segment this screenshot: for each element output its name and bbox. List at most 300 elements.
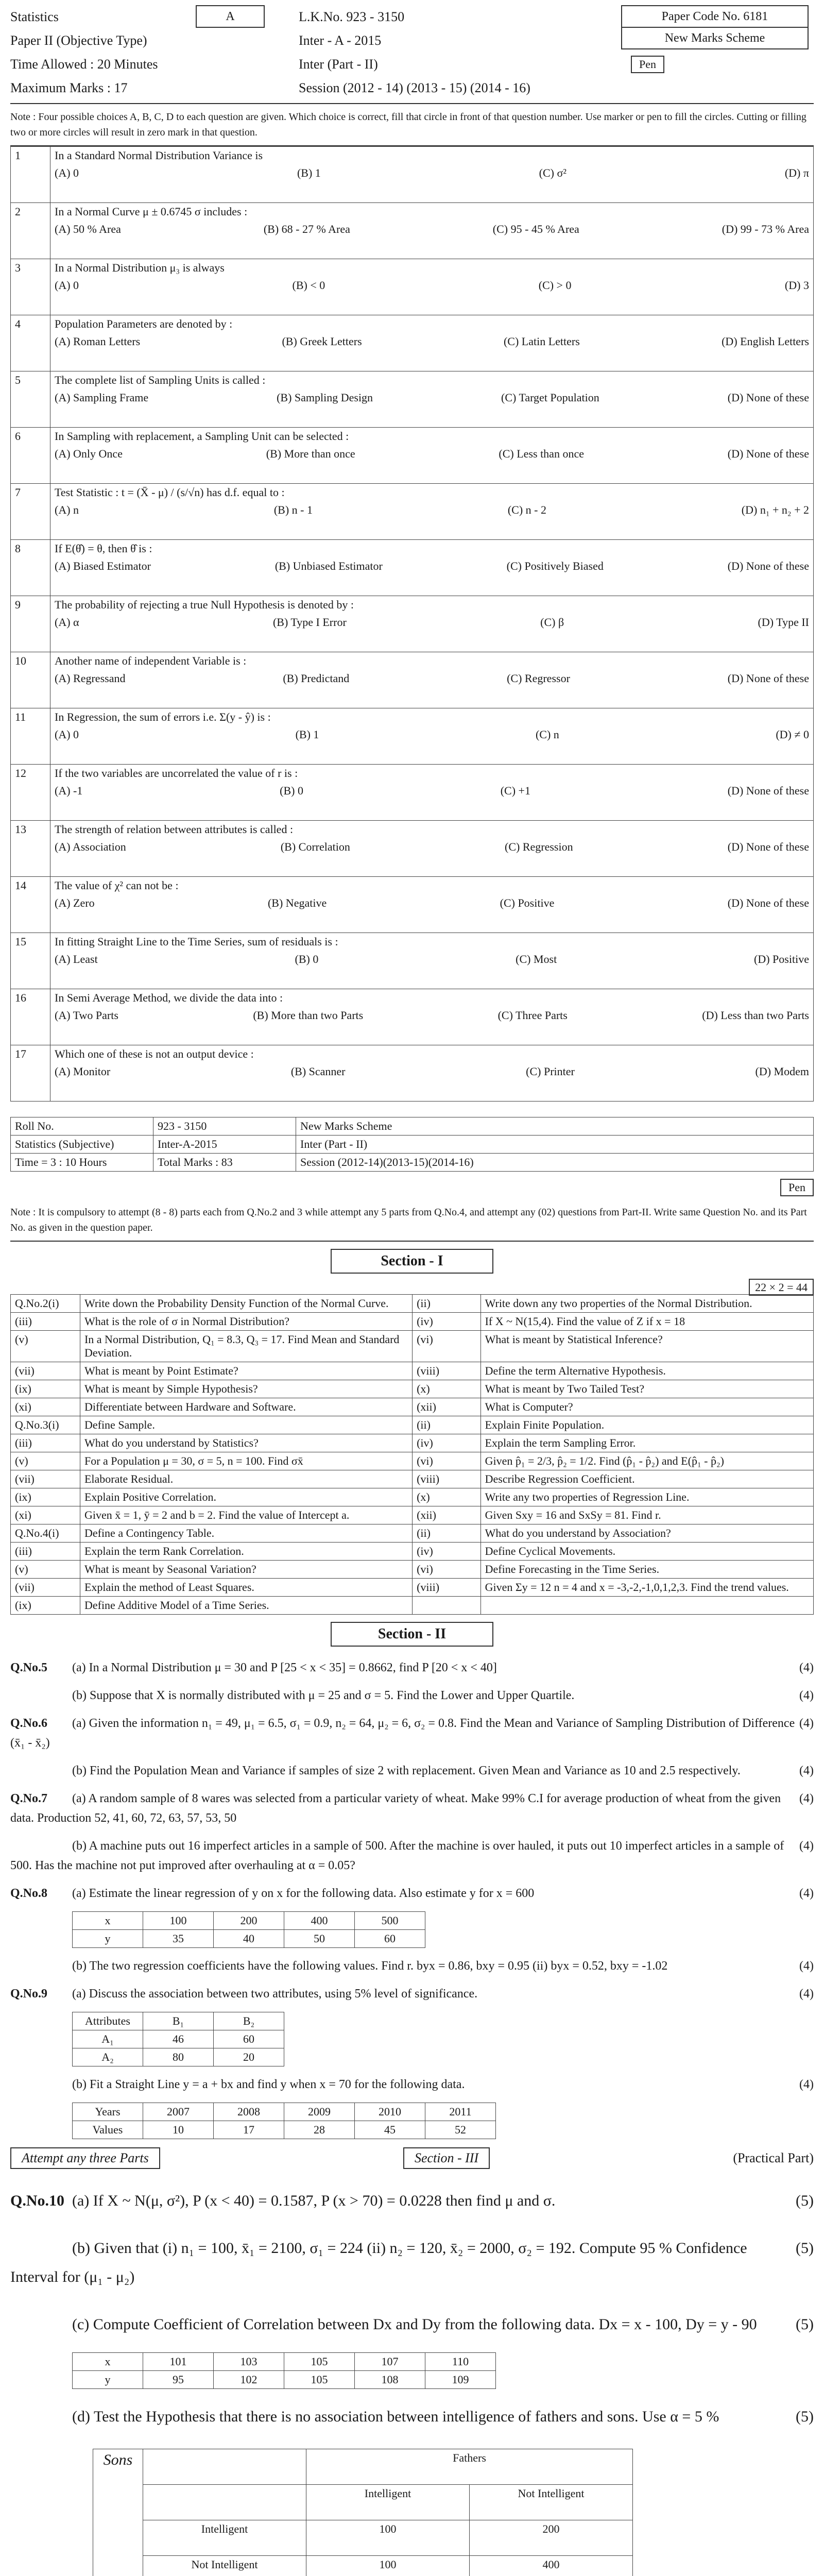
q8-table-cell: 35 bbox=[143, 1930, 214, 1948]
mcq-number: 1 bbox=[11, 147, 50, 203]
mcq-question-text: In Semi Average Method, we divide the data into : bbox=[55, 991, 283, 1004]
mcq-option[interactable]: (D) 99 - 73 % Area bbox=[722, 223, 809, 235]
q10c-table-cell: 105 bbox=[284, 2353, 355, 2371]
long-question bbox=[10, 1832, 814, 1879]
mcq-question-text: Test Statistic : t = (X̄ - μ) / (s/√n) has d.f. equal to : bbox=[55, 486, 285, 499]
long-question bbox=[10, 1980, 814, 2008]
mcq-option[interactable]: (C) σ² bbox=[539, 166, 566, 179]
mcq-option[interactable]: (D) None of these bbox=[727, 672, 809, 685]
mcq-row bbox=[11, 203, 814, 259]
mcq-option[interactable]: (B) < 0 bbox=[292, 279, 325, 292]
q9b-table-cell: Values bbox=[73, 2121, 143, 2139]
q10d-row bbox=[93, 2520, 633, 2556]
mcq-options bbox=[55, 896, 809, 910]
mcq-option[interactable]: (C) β bbox=[540, 616, 564, 629]
mcq-question bbox=[50, 203, 814, 259]
mcq-question bbox=[50, 259, 814, 315]
q10d-cell: 200 bbox=[470, 2520, 633, 2556]
subject: Statistics bbox=[10, 9, 59, 24]
mcq-option[interactable]: (D) English Letters bbox=[722, 335, 809, 348]
subjective-inter: Inter-A-2015 bbox=[153, 1136, 296, 1154]
short-question-row bbox=[11, 1452, 814, 1470]
mcq-option[interactable]: (C) n - 2 bbox=[507, 503, 546, 516]
mcq-question-text: In Sampling with replacement, a Sampling Unit can be selected : bbox=[55, 430, 349, 443]
mcq-options bbox=[55, 560, 809, 573]
mcq-option[interactable]: (A) -1 bbox=[55, 784, 83, 797]
mcq-number: 17 bbox=[11, 1045, 50, 1101]
section-2-title: Section - II bbox=[331, 1622, 493, 1647]
mcq-option[interactable]: (C) Positive bbox=[500, 896, 555, 909]
short-question-row bbox=[11, 1506, 814, 1524]
q8-table-cell: x bbox=[73, 1912, 143, 1930]
question-text: What is meant by Simple Hypothesis? bbox=[80, 1380, 412, 1398]
mcq-option[interactable]: (A) 0 bbox=[55, 166, 79, 179]
q9-table-cell: 60 bbox=[214, 2030, 284, 2048]
practical-question bbox=[10, 2301, 814, 2348]
question-number: (ix) bbox=[11, 1488, 80, 1506]
question-marks: (4) bbox=[799, 1959, 814, 1973]
question-number: (iv) bbox=[413, 1543, 481, 1561]
question-marks: (5) bbox=[796, 2240, 814, 2257]
mcq-question-text: If E(θ̂) = θ, then θ̂ is : bbox=[55, 542, 152, 555]
q9-table-cell: 46 bbox=[143, 2030, 214, 2048]
mcq-options bbox=[55, 784, 809, 798]
mcq-option[interactable]: (D) 3 bbox=[784, 279, 809, 292]
question-text bbox=[480, 1597, 813, 1615]
mcq-option[interactable]: (A) 0 bbox=[55, 279, 79, 292]
question-text: (a) Discuss the association between two attributes, using 5% level of significance. bbox=[72, 1987, 478, 2001]
question-number: (vi) bbox=[413, 1452, 481, 1470]
short-question-row bbox=[11, 1597, 814, 1615]
mcq-option[interactable]: (B) 1 bbox=[295, 728, 319, 741]
page bbox=[10, 0, 814, 2576]
question-number: (x) bbox=[413, 1380, 481, 1398]
q8-table bbox=[72, 1911, 425, 1948]
subjective-session: Session (2012-14)(2013-15)(2014-16) bbox=[296, 1154, 814, 1172]
mcq-option[interactable]: (B) Scanner bbox=[290, 1065, 346, 1078]
mcq-number: 7 bbox=[11, 484, 50, 540]
subjective-code: 923 - 3150 bbox=[153, 1117, 296, 1136]
q8-table-cell: y bbox=[73, 1930, 143, 1948]
mcq-option[interactable]: (C) Three Parts bbox=[497, 1009, 568, 1022]
mcq-option[interactable]: (D) Modem bbox=[755, 1065, 809, 1078]
mcq-row bbox=[11, 765, 814, 821]
q10c-table-cell: y bbox=[73, 2371, 143, 2389]
question-text: Define Forecasting in the Time Series. bbox=[480, 1561, 813, 1579]
q10c-table bbox=[72, 2352, 496, 2389]
mcq-number: 6 bbox=[11, 428, 50, 484]
mcq-option[interactable]: (B) n - 1 bbox=[273, 503, 313, 516]
header-mid bbox=[299, 5, 530, 100]
mcq-option[interactable]: (D) None of these bbox=[727, 447, 809, 460]
header-left bbox=[10, 5, 158, 100]
mcq-option[interactable]: (A) 0 bbox=[55, 728, 79, 741]
objective-header bbox=[10, 0, 814, 104]
subjective-time: Time = 3 : 10 Hours bbox=[11, 1154, 153, 1172]
mcq-option[interactable]: (D) Positive bbox=[754, 953, 809, 965]
question-text: Explain the term Sampling Error. bbox=[480, 1434, 813, 1452]
practical-label: (Practical Part) bbox=[733, 2150, 814, 2165]
mcq-number: 3 bbox=[11, 259, 50, 315]
q10c-table-cell: 101 bbox=[143, 2353, 214, 2371]
q9b-table-cell: Years bbox=[73, 2103, 143, 2121]
q9b-table-row bbox=[73, 2103, 496, 2121]
question-number: (iii) bbox=[11, 1313, 80, 1331]
mcq-number: 8 bbox=[11, 540, 50, 596]
mcq-question bbox=[50, 428, 814, 484]
mcq-row bbox=[11, 315, 814, 371]
question-text: Define Sample. bbox=[80, 1416, 412, 1434]
short-question-row bbox=[11, 1295, 814, 1313]
mcq-option[interactable]: (B) 0 bbox=[295, 953, 319, 965]
mcq-question bbox=[50, 652, 814, 708]
mcq-option[interactable]: (D) n₁ + n₂ + 2 bbox=[741, 503, 809, 516]
question-number: (iv) bbox=[413, 1434, 481, 1452]
q9-table-cell: B₂ bbox=[214, 2012, 284, 2030]
mcq-number: 14 bbox=[11, 877, 50, 933]
question-number: (viii) bbox=[413, 1579, 481, 1597]
q9-table-cell: 20 bbox=[214, 2048, 284, 2066]
question-text: What do you understand by Association? bbox=[480, 1524, 813, 1543]
mcq-option[interactable]: (A) Monitor bbox=[55, 1065, 111, 1078]
mcq-question bbox=[50, 933, 814, 989]
mcq-option[interactable]: (D) Less than two Parts bbox=[702, 1009, 809, 1022]
question-number: (vii) bbox=[11, 1362, 80, 1380]
mcq-option[interactable]: (A) Regressand bbox=[55, 672, 126, 685]
mcq-option[interactable]: (D) None of these bbox=[727, 560, 809, 572]
mcq-option[interactable]: (B) 0 bbox=[280, 784, 303, 797]
short-question-row bbox=[11, 1524, 814, 1543]
question-text: Differentiate between Hardware and Software. bbox=[80, 1398, 412, 1416]
subjective-part: Inter (Part - II) bbox=[296, 1136, 814, 1154]
long-questions bbox=[10, 1654, 814, 2139]
question-text: Write any two properties of Regression Line. bbox=[480, 1488, 813, 1506]
q10d-cell: Not Intelligent bbox=[143, 2556, 306, 2576]
question-number: (xii) bbox=[413, 1506, 481, 1524]
mcq-row bbox=[11, 652, 814, 708]
question-number: Q.No.10 bbox=[10, 2192, 64, 2209]
q10d-cell: 100 bbox=[306, 2520, 470, 2556]
q10c-table-cell: 105 bbox=[284, 2371, 355, 2389]
max-marks: Maximum Marks : 17 bbox=[10, 80, 128, 95]
q9b-table-cell: 17 bbox=[214, 2121, 284, 2139]
mcq-question-text: The probability of rejecting a true Null Hypothesis is denoted by : bbox=[55, 598, 354, 611]
short-question-row bbox=[11, 1380, 814, 1398]
q10d-cell: Intelligent bbox=[306, 2485, 470, 2520]
practical-question bbox=[10, 2393, 814, 2441]
mcq-options bbox=[55, 728, 809, 741]
question-number: (ii) bbox=[413, 1295, 481, 1313]
mcq-option[interactable]: (A) Zero bbox=[55, 896, 95, 909]
mcq-option[interactable]: (A) Least bbox=[55, 953, 98, 965]
question-number: (ii) bbox=[413, 1524, 481, 1543]
mcq-option[interactable]: (B) More than two Parts bbox=[253, 1009, 364, 1022]
mcq-option[interactable]: (B) 1 bbox=[297, 166, 321, 179]
mcq-option[interactable]: (C) n bbox=[535, 728, 559, 741]
long-question bbox=[10, 2071, 814, 2098]
question-text: (b) Fit a Straight Line y = a + bx and find y when x = 70 for the following data. bbox=[72, 2078, 465, 2091]
mcq-row bbox=[11, 821, 814, 877]
q10d-cell bbox=[143, 2485, 306, 2520]
q9b-table-cell: 2011 bbox=[425, 2103, 496, 2121]
question-text: (b) A machine puts out 16 imperfect articles in a sample of 500. After the machine is over hauled, it puts out 10 imperfect articles in a sample of 500. Has the machine not put improved after overhauling at α = 0.05? bbox=[10, 1839, 784, 1872]
question-marks: (4) bbox=[799, 1792, 814, 1805]
question-number: (vii) bbox=[11, 1470, 80, 1488]
mcq-option[interactable]: (C) Latin Letters bbox=[503, 335, 580, 348]
question-number: (vi) bbox=[413, 1331, 481, 1362]
q9-table-cell: A₂ bbox=[73, 2048, 143, 2066]
q9b-table-cell: 2009 bbox=[284, 2103, 355, 2121]
mcq-question bbox=[50, 596, 814, 652]
mcq-question-text: The complete list of Sampling Units is called : bbox=[55, 374, 266, 386]
mcq-number: 16 bbox=[11, 989, 50, 1045]
q9-table-cell: A₁ bbox=[73, 2030, 143, 2048]
question-number: Q.No.5 bbox=[10, 1661, 47, 1674]
q10d-cell: Fathers bbox=[306, 2449, 633, 2485]
mcq-option[interactable]: (C) Positively Biased bbox=[506, 560, 604, 572]
mcq-option[interactable]: (C) Most bbox=[516, 953, 557, 965]
q9-table-cell: Attributes bbox=[73, 2012, 143, 2030]
mcq-row bbox=[11, 147, 814, 203]
question-number: (ix) bbox=[11, 1597, 80, 1615]
paper-type: Paper II (Objective Type) bbox=[10, 33, 147, 48]
mcq-options bbox=[55, 223, 809, 236]
subjective-title: Statistics (Subjective) bbox=[11, 1136, 153, 1154]
mcq-question-text: Another name of independent Variable is : bbox=[55, 654, 247, 667]
q8-table-cell: 400 bbox=[284, 1912, 355, 1930]
q10c-table-cell: x bbox=[73, 2353, 143, 2371]
mcq-option[interactable]: (B) Negative bbox=[267, 896, 327, 909]
question-text: Describe Regression Coefficient. bbox=[480, 1470, 813, 1488]
mcq-option[interactable]: (A) Only Once bbox=[55, 447, 123, 460]
mcq-options bbox=[55, 335, 809, 348]
q10d-cell: 100 bbox=[306, 2556, 470, 2576]
mcq-option[interactable]: (A) Roman Letters bbox=[55, 335, 141, 348]
time-allowed: Time Allowed : 20 Minutes bbox=[10, 57, 158, 72]
mcq-options bbox=[55, 672, 809, 685]
question-text: Explain the method of Least Squares. bbox=[80, 1579, 412, 1597]
practical-question bbox=[10, 2225, 814, 2301]
section-3-title: Section - III bbox=[403, 2147, 490, 2169]
mcq-question-text: The value of χ² can not be : bbox=[55, 879, 179, 892]
mcq-row bbox=[11, 371, 814, 428]
mcq-option[interactable]: (D) ≠ 0 bbox=[776, 728, 809, 741]
mcq-question bbox=[50, 821, 814, 877]
question-text: If X ~ N(15,4). Find the value of Z if x = 18 bbox=[480, 1313, 813, 1331]
short-question-row bbox=[11, 1313, 814, 1331]
mcq-options bbox=[55, 447, 809, 461]
question-marks: (5) bbox=[796, 2408, 814, 2425]
question-text: Given Σy = 12 n = 4 and x = -3,-2,-1,0,1,2,3. Find the trend values. bbox=[480, 1579, 813, 1597]
q8-table-cell: 500 bbox=[355, 1912, 425, 1930]
question-text: What is meant by Point Estimate? bbox=[80, 1362, 412, 1380]
mcq-option[interactable]: (D) Type II bbox=[758, 616, 809, 629]
mcq-question-text: Population Parameters are denoted by : bbox=[55, 317, 233, 330]
mcq-question bbox=[50, 708, 814, 765]
mcq-option[interactable]: (C) Printer bbox=[526, 1065, 575, 1078]
mcq-question bbox=[50, 315, 814, 371]
mcq-option[interactable]: (C) Regressor bbox=[507, 672, 570, 685]
short-question-row bbox=[11, 1543, 814, 1561]
mcq-option[interactable]: (A) 50 % Area bbox=[55, 223, 121, 235]
objective-note: Note : Four possible choices A, B, C, D to each question are given. Which choice is correct, fill that circle in front of that question number. Use marker or pen to fill the circles. Cutting or filling two or more circles will result in zero mark in that question. bbox=[10, 104, 814, 146]
mcq-option[interactable]: (C) Less than once bbox=[499, 447, 584, 460]
mcq-question-text: If the two variables are uncorrelated the value of r is : bbox=[55, 767, 298, 779]
mcq-question-text: In a Normal Curve μ ± 0.6745 σ includes : bbox=[55, 205, 248, 218]
mcq-option[interactable]: (A) Two Parts bbox=[55, 1009, 118, 1022]
question-number: Q.No.9 bbox=[10, 1987, 47, 2001]
mcq-question bbox=[50, 1045, 814, 1101]
mcq-option[interactable]: (C) Target Population bbox=[501, 391, 599, 404]
question-number: (xi) bbox=[11, 1506, 80, 1524]
mcq-option[interactable]: (B) Correlation bbox=[280, 840, 350, 853]
q9-table-row bbox=[73, 2030, 284, 2048]
q9b-table-cell: 2010 bbox=[355, 2103, 425, 2121]
q10d-cell: Not Intelligent bbox=[470, 2485, 633, 2520]
mcq-option[interactable]: (D) None of these bbox=[727, 784, 809, 797]
question-number: (v) bbox=[11, 1452, 80, 1470]
question-number: Q.No.2(i) bbox=[11, 1295, 80, 1313]
question-marks: (4) bbox=[799, 1661, 814, 1674]
mcq-option[interactable]: (C) > 0 bbox=[538, 279, 572, 292]
q9b-table-cell: 10 bbox=[143, 2121, 214, 2139]
paper-code-box: A bbox=[196, 5, 265, 28]
question-number: (vii) bbox=[11, 1579, 80, 1597]
question-number: (iii) bbox=[11, 1434, 80, 1452]
q8-table-row bbox=[73, 1930, 425, 1948]
question-number: Q.No.8 bbox=[10, 1887, 47, 1900]
question-number: (x) bbox=[413, 1488, 481, 1506]
long-question bbox=[10, 1757, 814, 1785]
section-1-title: Section - I bbox=[331, 1249, 493, 1274]
mcq-option[interactable]: (A) n bbox=[55, 503, 79, 516]
short-question-row bbox=[11, 1331, 814, 1362]
short-question-row bbox=[11, 1398, 814, 1416]
mcq-option[interactable]: (A) α bbox=[55, 616, 79, 629]
short-question-row bbox=[11, 1362, 814, 1380]
mcq-option[interactable]: (D) None of these bbox=[727, 896, 809, 909]
question-number: Q.No.4(i) bbox=[11, 1524, 80, 1543]
long-question bbox=[10, 1879, 814, 1907]
inter-part: Inter (Part - II) bbox=[299, 57, 378, 72]
mcq-option[interactable]: (B) Sampling Design bbox=[277, 391, 373, 404]
question-number bbox=[413, 1597, 481, 1615]
question-text: Define the term Alternative Hypothesis. bbox=[480, 1362, 813, 1380]
question-marks: (4) bbox=[799, 2078, 814, 2091]
mcq-option[interactable]: (B) More than once bbox=[266, 447, 355, 460]
question-text: (b) Find the Population Mean and Variance if samples of size 2 with replacement. Given Mean and Variance as 10 and 2.5 respectively. bbox=[72, 1764, 741, 1777]
mcq-question bbox=[50, 877, 814, 933]
question-text: Explain Finite Population. bbox=[480, 1416, 813, 1434]
question-text: (b) Suppose that X is normally distributed with μ = 25 and σ = 5. Find the Lower and Upper Quartile. bbox=[72, 1689, 575, 1702]
q8-table-cell: 40 bbox=[214, 1930, 284, 1948]
marks-scheme: New Marks Scheme bbox=[664, 31, 765, 45]
q10d-cell: Intelligent bbox=[143, 2520, 306, 2556]
mcq-question-text: In a Standard Normal Distribution Variance is bbox=[55, 149, 263, 162]
short-question-row bbox=[11, 1561, 814, 1579]
mcq-option[interactable]: (D) π bbox=[784, 166, 809, 179]
q10d-row bbox=[93, 2485, 633, 2520]
question-number: Q.No.7 bbox=[10, 1792, 47, 1805]
question-text: What is meant by Two Tailed Test? bbox=[480, 1380, 813, 1398]
mcq-row bbox=[11, 989, 814, 1045]
mcq-row bbox=[11, 708, 814, 765]
mcq-option[interactable]: (B) Unbiased Estimator bbox=[274, 560, 383, 572]
attempt-label: Attempt any three Parts bbox=[10, 2147, 160, 2169]
q10c-table-cell: 95 bbox=[143, 2371, 214, 2389]
short-question-row bbox=[11, 1416, 814, 1434]
mcq-option[interactable]: (D) None of these bbox=[727, 391, 809, 404]
mcq-option[interactable]: (A) Biased Estimator bbox=[55, 560, 151, 572]
question-number: (v) bbox=[11, 1331, 80, 1362]
q10c-table-cell: 102 bbox=[214, 2371, 284, 2389]
short-question-row bbox=[11, 1470, 814, 1488]
pen-label: Pen bbox=[631, 56, 664, 73]
mcq-option[interactable]: (A) Sampling Frame bbox=[55, 391, 149, 404]
mcq-option[interactable]: (A) Association bbox=[55, 840, 126, 853]
question-number: Q.No.6 bbox=[10, 1717, 47, 1730]
mcq-table bbox=[10, 146, 814, 1101]
mcq-row bbox=[11, 933, 814, 989]
paper-code-panel bbox=[621, 5, 809, 49]
mcq-option[interactable]: (C) +1 bbox=[500, 784, 530, 797]
long-question bbox=[10, 1952, 814, 1980]
mcq-number: 15 bbox=[11, 933, 50, 989]
question-number: (v) bbox=[11, 1561, 80, 1579]
question-number: (iv) bbox=[413, 1313, 481, 1331]
question-text: What is meant by Seasonal Variation? bbox=[80, 1561, 412, 1579]
lk-number: L.K.No. 923 - 3150 bbox=[299, 9, 405, 24]
q9-table-row bbox=[73, 2048, 284, 2066]
question-text: Define a Contingency Table. bbox=[80, 1524, 412, 1543]
mcq-option[interactable]: (D) None of these bbox=[727, 840, 809, 853]
mcq-option[interactable]: (B) Greek Letters bbox=[282, 335, 362, 348]
mcq-options bbox=[55, 1065, 809, 1078]
short-questions-table bbox=[10, 1294, 814, 1615]
q10c-table-cell: 103 bbox=[214, 2353, 284, 2371]
question-marks: (5) bbox=[796, 2192, 814, 2209]
q8-table-cell: 100 bbox=[143, 1912, 214, 1930]
mcq-question bbox=[50, 540, 814, 596]
mcq-options bbox=[55, 840, 809, 854]
mcq-number: 12 bbox=[11, 765, 50, 821]
question-text: (b) Given that (i) n₁ = 100, x̄₁ = 2100, σ₁ = 224 (ii) n₂ = 120, x̄₂ = 2000, σ₂ = 192. Compute 95 % Confidence Interval for (μ₁ - μ₂) bbox=[10, 2240, 747, 2285]
question-number: (iii) bbox=[11, 1543, 80, 1561]
q9-table bbox=[72, 2012, 284, 2066]
mcq-option[interactable]: (B) Predictand bbox=[283, 672, 350, 685]
mcq-number: 2 bbox=[11, 203, 50, 259]
question-marks: (4) bbox=[799, 1764, 814, 1777]
long-question bbox=[10, 1709, 814, 1757]
mcq-options bbox=[55, 279, 809, 292]
question-number: (xi) bbox=[11, 1398, 80, 1416]
subjective-header bbox=[10, 1117, 814, 1172]
mcq-option[interactable]: (B) 68 - 27 % Area bbox=[263, 223, 350, 235]
q9b-table-cell: 45 bbox=[355, 2121, 425, 2139]
mcq-option[interactable]: (C) 95 - 45 % Area bbox=[492, 223, 579, 235]
mcq-option[interactable]: (B) Type I Error bbox=[272, 616, 347, 629]
mcq-question bbox=[50, 989, 814, 1045]
mcq-options bbox=[55, 1009, 809, 1022]
question-text: (a) In a Normal Distribution μ = 30 and P [25 < x < 35] = 0.8662, find P [20 < x < 40] bbox=[72, 1661, 497, 1674]
short-question-row bbox=[11, 1434, 814, 1452]
mcq-options bbox=[55, 391, 809, 404]
mcq-number: 10 bbox=[11, 652, 50, 708]
mcq-option[interactable]: (C) Regression bbox=[505, 840, 573, 853]
mcq-options bbox=[55, 616, 809, 629]
question-text: (c) Compute Coefficient of Correlation between Dx and Dy from the following data. Dx = x - 100, Dy = y - 90 bbox=[72, 2316, 757, 2333]
question-text: Define Cyclical Movements. bbox=[480, 1543, 813, 1561]
